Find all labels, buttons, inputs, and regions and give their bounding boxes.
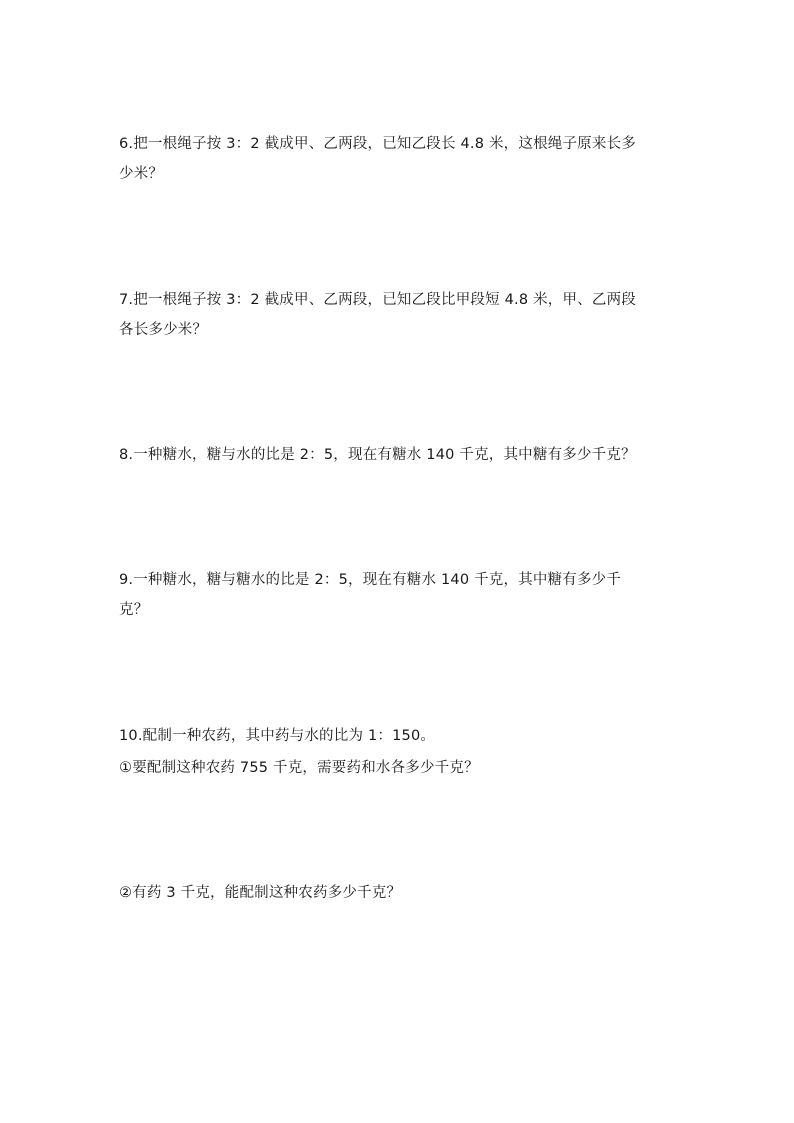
question-7-line-1: 7.把一根绳子按 3：2 截成甲、乙两段，已知乙段比甲段短 4.8 米，甲、乙两段 — [119, 292, 636, 308]
question-10-part-1: ①要配制这种农药 755 千克，需要药和水各多少千克？ — [119, 760, 479, 776]
question-9-line-2: 克？ — [119, 602, 149, 618]
question-6-line-1: 6.把一根绳子按 3：2 截成甲、乙两段，已知乙段长 4.8 米，这根绳子原来长多 — [119, 136, 636, 152]
question-6-line-2: 少米？ — [119, 166, 164, 182]
question-8-line-1: 8.一种糖水，糖与水的比是 2：5，现在有糖水 140 千克，其中糖有多少千克？ — [119, 447, 636, 463]
question-9-line-1: 9.一种糖水，糖与糖水的比是 2：5，现在有糖水 140 千克，其中糖有多少千 — [119, 572, 622, 588]
question-10-part-2: ②有药 3 千克，能配制这种农药多少千克？ — [119, 885, 402, 901]
question-10-line-1: 10.配制一种农药，其中药与水的比为 1：150。 — [119, 728, 436, 744]
question-7-line-2: 各长多少米？ — [119, 322, 208, 338]
